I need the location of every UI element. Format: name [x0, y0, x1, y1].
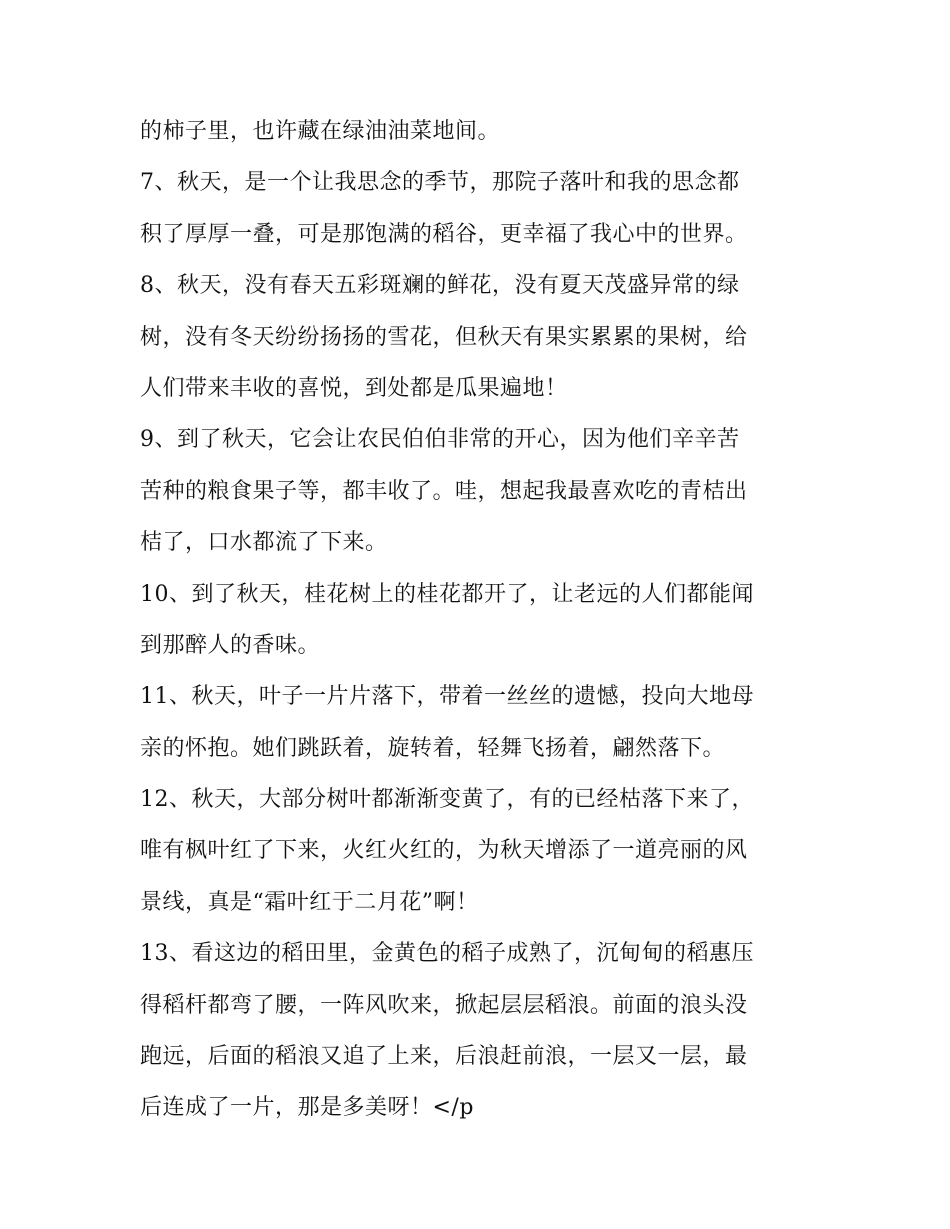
text-line: 得稻杆都弯了腰，一阵风吹来，掀起层层稻浪。前面的浪头没 [140, 992, 748, 1018]
text-line: 11、秋天，叶子一片片落下，带着一丝丝的遗憾，投向大地母 [140, 684, 754, 710]
text-line: 积了厚厚一叠，可是那饱满的稻谷，更幸福了我心中的世界。 [140, 221, 748, 247]
text-line: 景线，真是“霜叶红于二月花”啊！ [140, 889, 479, 915]
text-line: 后连成了一片，那是多美呀！</p [140, 1095, 474, 1121]
text-line: 的柿子里，也许藏在绿油油菜地间。 [140, 119, 501, 144]
text-line: 苦种的粮食果子等，都丰收了。哇，想起我最喜欢吃的青桔出 [140, 478, 748, 504]
text-line: 到那醉人的香味。 [140, 632, 321, 658]
text-line: 10、到了秋天，桂花树上的桂花都开了，让老远的人们都能闻 [140, 581, 754, 607]
text-line: 亲的怀抱。她们跳跃着，旋转着，轻舞飞扬着，翩然落下。 [140, 735, 726, 761]
text-line: 13、看这边的稻田里，金黄色的稻子成熟了，沉甸甸的稻惠压 [140, 941, 754, 967]
text-line: 跑远，后面的稻浪又追了上来，后浪赶前浪，一层又一层，最 [140, 1044, 748, 1070]
text-line: 7、秋天，是一个让我思念的季节，那院子落叶和我的思念都 [140, 170, 740, 196]
text-line: 树，没有冬天纷纷扬扬的雪花，但秋天有果实累累的果树，给 [140, 324, 748, 350]
text-line: 9、到了秋天，它会让农民伯伯非常的开心，因为他们辛辛苦 [140, 427, 740, 453]
text-line: 人们带来丰收的喜悦，到处都是瓜果遍地！ [140, 375, 568, 401]
text-line: 桔了，口水都流了下来。 [140, 530, 388, 556]
text-line: 唯有枫叶红了下来，火红火红的，为秋天增添了一道亮丽的风 [140, 838, 748, 864]
text-line: 8、秋天，没有春天五彩斑斓的鲜花，没有夏天茂盛异常的绿 [140, 273, 740, 299]
document-body [140, 106, 820, 1134]
text-line: 12、秋天，大部分树叶都渐渐变黄了，有的已经枯落下来了， [140, 787, 754, 813]
